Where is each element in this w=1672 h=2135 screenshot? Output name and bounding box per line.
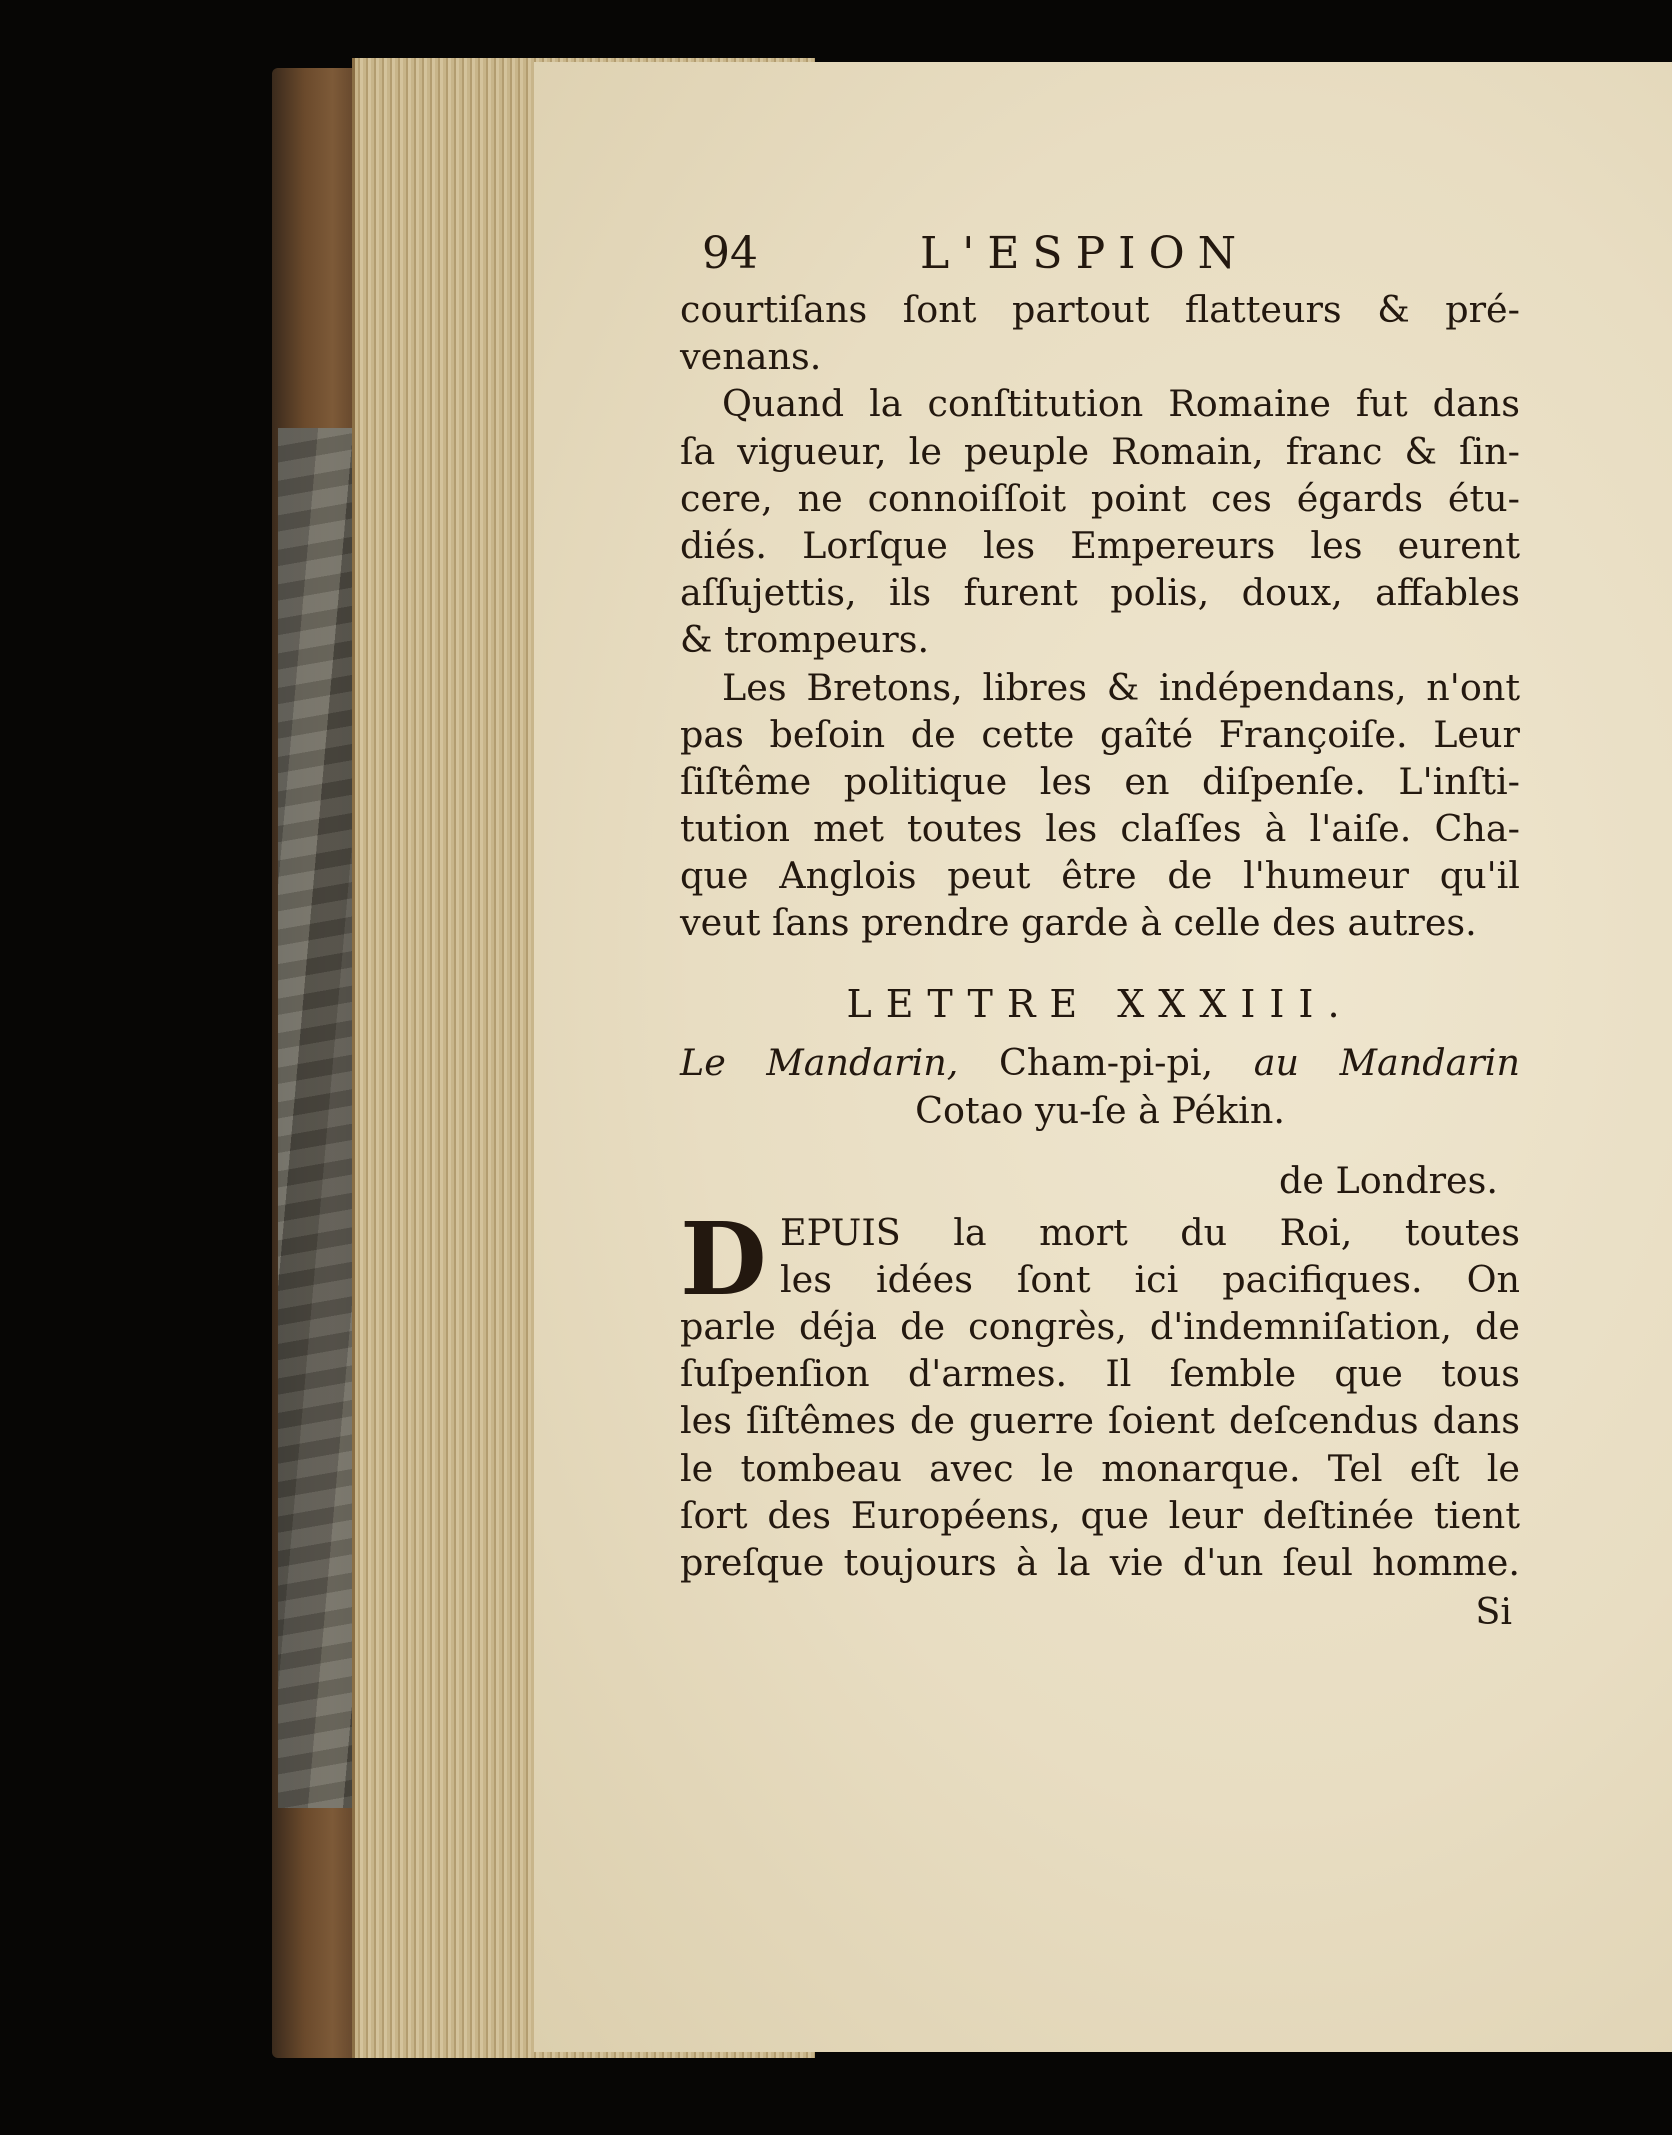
drop-cap: D (680, 1199, 767, 1318)
paragraph-1 (680, 286, 1520, 380)
text-line: pas beſoin de cette gaîté Françoiſe. Leur (680, 712, 1520, 756)
letter-title: LETTRE XXXIII. (846, 981, 1354, 1026)
text-line: le tombeau avec le monarque. Tel eſt le (680, 1446, 1520, 1490)
text-line: ſiſtême politique les en diſpenſe. L'inſti- (680, 759, 1520, 803)
page-number: 94 (702, 228, 758, 279)
text-line: diés. Lorſque les Empereurs les eurent (680, 523, 1520, 567)
text-line: ſort des Européens, que leur deſtinée tient (680, 1493, 1520, 1537)
text-line: venans. (680, 335, 822, 379)
text-line: les idées ſont ici pacifiques. On (780, 1257, 1520, 1301)
letter-address-line-1 (680, 1039, 1520, 1087)
text-line: Les Bretons, libres & indépendans, n'ont (722, 665, 1520, 709)
text-line: cere, ne connoiſſoit point ces égards étu- (680, 476, 1520, 520)
address-from-name: Cham-pi-pi, (999, 1040, 1214, 1084)
address-to-prefix: au (1253, 1040, 1300, 1084)
text-line: Quand la conſtitution Romaine fut dans (722, 382, 1520, 426)
paragraph-2 (680, 380, 1520, 663)
letter-place: de Londres. (1278, 1158, 1498, 1202)
text-line: EPUIS la mort du Roi, toutes (780, 1210, 1520, 1254)
text-line: que Anglois peut être de l'humeur qu'il (680, 854, 1520, 898)
address-to-title: Mandarin (1339, 1040, 1520, 1084)
text-line: veut ſans prendre garde à celle des autres. (680, 901, 1477, 945)
running-title: L'ESPION (920, 228, 1250, 279)
text-line: preſque toujours à la vie d'un ſeul homme. (680, 1540, 1520, 1584)
text-line: ſuſpenſion d'armes. Il ſemble que tous (680, 1352, 1520, 1396)
text-line: aſſujettis, ils furent polis, doux, affables (680, 571, 1520, 615)
letter-address-line-2: Cotao yu-ſe à Pékin. (915, 1088, 1285, 1132)
text-line: parle déja de congrès, d'indemniſation, de (680, 1305, 1520, 1348)
letter-body (680, 1199, 1520, 1587)
text-line: les ſiſtêmes de guerre ſoient deſcendus dans (680, 1399, 1520, 1443)
text-line: ſa vigueur, le peuple Romain, franc & ſin- (680, 429, 1520, 473)
catchword: Si (1475, 1590, 1512, 1634)
text-line: & trompeurs. (680, 618, 930, 662)
running-header (680, 220, 1520, 286)
page-text (680, 220, 1520, 1638)
text-line: tution met toutes les claſſes à l'aiſe. Cha- (680, 807, 1520, 851)
address-from-prefix: Le Mandarin, (680, 1040, 959, 1084)
paragraph-3 (680, 664, 1520, 947)
text-line: courtiſans ſont partout flatteurs & pré- (680, 288, 1520, 331)
